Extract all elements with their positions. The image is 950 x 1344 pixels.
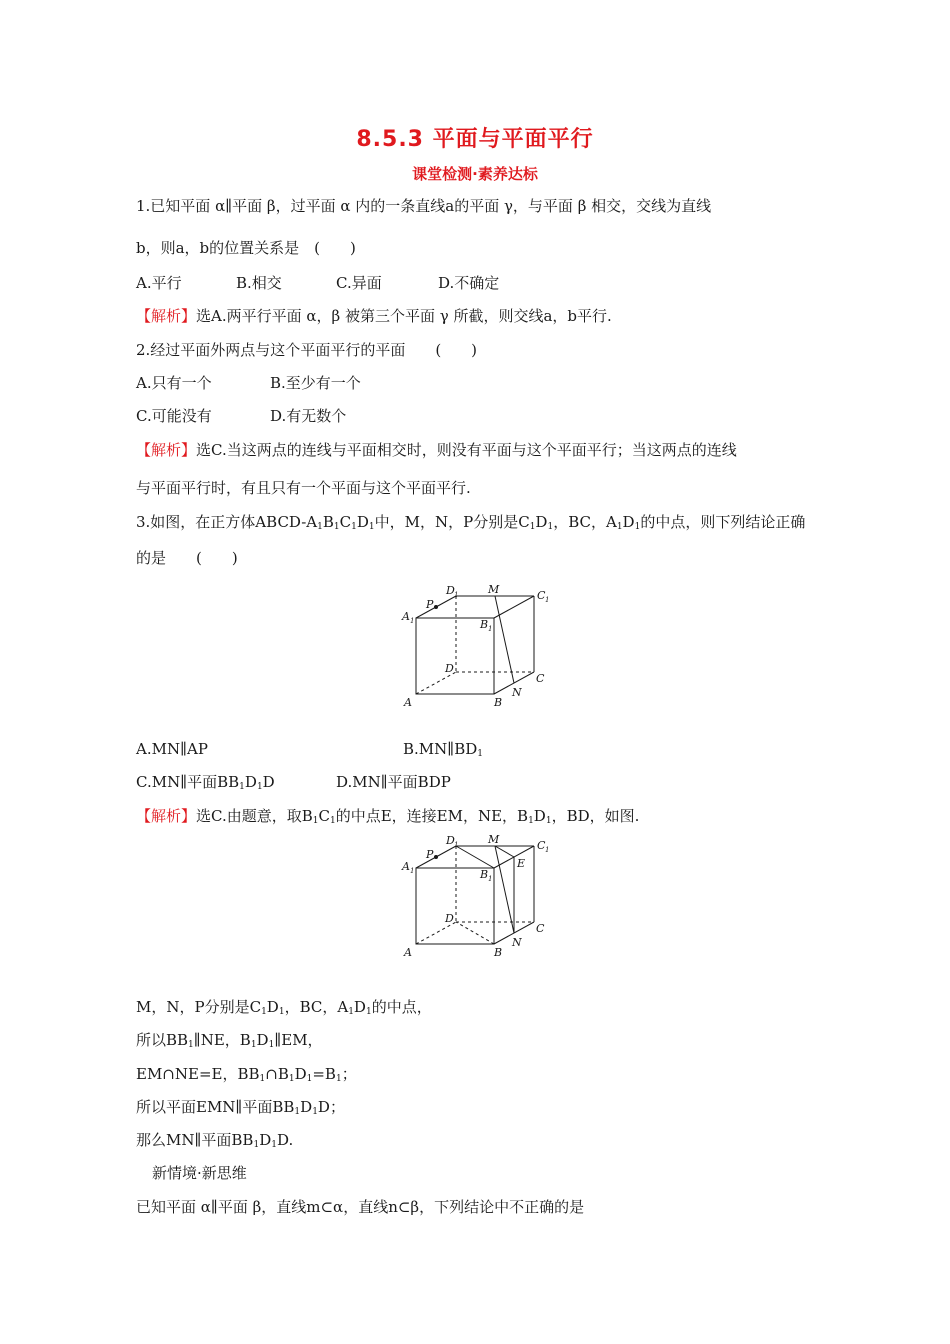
q2-stem: 2.经过平面外两点与这个平面平行的平面 ( )	[136, 341, 478, 359]
subscript: 1	[616, 522, 623, 532]
proof-text: D	[294, 1065, 307, 1083]
label-sub: 1	[410, 617, 415, 625]
q3-analysis-text: C	[318, 807, 330, 825]
proof-line2	[136, 1030, 323, 1050]
proof-line5	[136, 1130, 293, 1150]
page-title: 8.5.3 平面与平面平行	[356, 127, 594, 152]
subscript: 1	[335, 1074, 342, 1084]
q2-option-d: D.有无数个	[270, 407, 347, 425]
subscript: 1	[239, 782, 245, 792]
proof-text: D	[256, 1031, 269, 1049]
segment-b1d1	[456, 846, 494, 868]
label-c1: C	[537, 589, 546, 602]
proof-text: D.	[276, 1131, 294, 1149]
subscript: 1	[365, 1007, 372, 1017]
label-d1: D	[446, 584, 455, 597]
label-sub: 1	[488, 625, 493, 633]
label-d: D	[445, 662, 454, 675]
subscript: 1	[256, 782, 263, 792]
label-b: B	[494, 946, 503, 959]
subscript: 1	[306, 1074, 313, 1084]
label-b: B	[494, 696, 503, 709]
q2-option-c: C.可能没有	[136, 407, 212, 425]
subscript: 1	[188, 1040, 194, 1050]
q3-analysis	[136, 806, 639, 826]
segment-em	[495, 846, 514, 857]
label-d: D	[445, 912, 454, 925]
label-n: N	[512, 686, 522, 699]
subscript: 1	[312, 816, 319, 826]
point-p	[434, 855, 438, 859]
subscript: 1	[477, 749, 483, 759]
analysis-tag: 【解析】	[136, 441, 197, 459]
q2-analysis-line1	[136, 440, 737, 460]
new-question-line1: 已知平面 α∥平面 β，直线m⊂α，直线n⊂β，下列结论中不正确的是	[136, 1198, 585, 1216]
subscript: 1	[294, 1107, 301, 1117]
proof-line1	[136, 997, 432, 1017]
q3-text: D	[535, 513, 548, 531]
q3-text: 的中点，则下列结论正确	[640, 513, 806, 531]
q2-option-a: A.只有一个	[136, 374, 212, 392]
label-c: C	[536, 922, 545, 935]
hidden-segment-bd	[456, 922, 494, 944]
q3-option-d: D.MN∥平面BDP	[336, 773, 451, 791]
proof-text: 那么MN∥平面BB	[136, 1131, 254, 1149]
q3-text: 中，M，N，P分别是C	[374, 513, 530, 531]
proof-text: D	[300, 1098, 313, 1116]
subscript: 1	[278, 1007, 285, 1017]
proof-text: =B	[312, 1065, 336, 1083]
q2-options-row1	[136, 373, 361, 393]
proof-text: ；	[341, 1065, 357, 1083]
q1-stem-line1: 1.已知平面 α∥平面 β，过平面 α 内的一条直线a的平面 γ，与平面 β 相交，交线为直线	[136, 197, 712, 215]
cube-figure	[400, 582, 560, 710]
proof-text: ∥EM，	[274, 1031, 323, 1049]
subscript: 1	[288, 1074, 295, 1084]
label-sub: 1	[545, 846, 550, 854]
q3-option-c-text: C.MN∥平面BB	[136, 773, 240, 791]
label-c: C	[536, 672, 545, 685]
q3-option-c-text: D	[262, 773, 275, 791]
hidden-edge-ad	[416, 672, 456, 694]
subscript: 1	[312, 1107, 318, 1117]
edge-b1c1	[494, 596, 534, 618]
q1-option-d: D.不确定	[438, 274, 500, 292]
q1-option-a: A.平行	[136, 274, 182, 292]
label-a1: A	[402, 860, 410, 873]
q3-stem-line1	[136, 512, 805, 532]
q3-option-c-text: D	[244, 773, 257, 791]
proof-text: ∥NE，B	[193, 1031, 251, 1049]
q3-analysis-text: ，BD，如图.	[551, 807, 640, 825]
label-a1: A	[402, 610, 410, 623]
q3-options-row1	[136, 739, 483, 759]
analysis-tag: 【解析】	[136, 307, 197, 325]
subscript: 1	[268, 1040, 275, 1050]
section-heading: 新情境·新思维	[152, 1164, 247, 1182]
subscript: 1	[529, 522, 536, 532]
label-sub: 1	[410, 867, 415, 875]
label-sub: 1	[454, 591, 459, 599]
label-b1: B	[480, 618, 489, 631]
q3-text: C	[339, 513, 352, 531]
proof-line4	[136, 1097, 345, 1117]
subscript: 1	[547, 522, 554, 532]
label-sub: 1	[545, 596, 550, 604]
proof-text: 所以BB	[136, 1031, 189, 1049]
proof-text: D；	[317, 1098, 345, 1116]
q2-options-row2	[136, 406, 346, 426]
label-d1: D	[446, 834, 455, 847]
proof-text: ∩B	[265, 1065, 289, 1083]
label-p: P	[426, 848, 434, 861]
page-subtitle: 课堂检测·素养达标	[412, 165, 538, 183]
proof-text: 所以平面EMN∥平面BB	[136, 1098, 295, 1116]
subscript: 1	[351, 522, 357, 532]
subscript: 1	[634, 522, 641, 532]
subscript: 1	[250, 1040, 257, 1050]
q1-stem-line2: b，则a，b的位置关系是 ( )	[136, 239, 356, 257]
proof-text: D	[266, 998, 279, 1016]
q3-analysis-text: 的中点E，连接EM，NE，B	[335, 807, 529, 825]
label-c1: C	[537, 839, 546, 852]
subscript: 1	[348, 1007, 354, 1017]
subscript: 1	[259, 1074, 266, 1084]
subscript: 1	[528, 816, 534, 826]
q3-text: D	[356, 513, 369, 531]
proof-line3	[136, 1064, 357, 1084]
q1-analysis-text: 选A.两平行平面 α，β 被第三个平面 γ 所截，则交线a，b平行.	[196, 307, 612, 325]
label-sub: 1	[488, 875, 493, 883]
label-e: E	[517, 857, 526, 870]
q1-options	[136, 273, 499, 293]
subscript: 1	[261, 1007, 267, 1017]
analysis-tag: 【解析】	[136, 807, 197, 825]
subscript: 1	[271, 1140, 277, 1150]
q2-analysis-text1: 选C.当这两点的连线与平面相交时，则没有平面与这个平面平行；当这两点的连线	[196, 441, 737, 459]
point-p	[434, 605, 438, 609]
q2-option-b: B.至少有一个	[270, 374, 361, 392]
q3-option-c	[136, 772, 336, 792]
q1-option-b: B.相交	[236, 274, 282, 292]
proof-text: EM∩NE=E，BB	[136, 1065, 260, 1083]
q2-analysis-line2: 与平面平行时，有且只有一个平面与这个平面平行.	[136, 479, 471, 497]
subscript: 1	[317, 522, 323, 532]
q3-text: B	[322, 513, 334, 531]
label-m: M	[488, 583, 500, 596]
proof-text: ，BC，A	[284, 998, 349, 1016]
subscript: 1	[329, 816, 336, 826]
hidden-edge-ad	[416, 922, 456, 944]
label-n: N	[512, 936, 522, 949]
q1-option-c: C.异面	[336, 274, 382, 292]
q3-option-a: A.MN∥AP	[136, 740, 208, 758]
proof-text: D	[353, 998, 366, 1016]
proof-text: D	[259, 1131, 272, 1149]
label-a: A	[404, 696, 412, 709]
subscript: 1	[545, 816, 552, 826]
subscript: 1	[333, 522, 340, 532]
label-m: M	[488, 833, 500, 846]
label-b1: B	[480, 868, 489, 881]
subscript: 1	[253, 1140, 260, 1150]
q3-analysis-text: D	[533, 807, 546, 825]
q3-analysis-text: 选C.由题意，取B	[196, 807, 313, 825]
subscript: 1	[368, 522, 375, 532]
q3-options-row2	[136, 772, 451, 792]
q3-stem-line2: 的是 ( )	[136, 549, 238, 567]
q3-option-b: B.MN∥BD	[403, 740, 478, 758]
proof-text: M，N，P分别是C	[136, 998, 262, 1016]
q3-text: 3.如图，在正方体ABCD-A	[136, 513, 318, 531]
q3-text: D	[622, 513, 635, 531]
label-sub: 1	[454, 841, 459, 849]
label-a: A	[404, 946, 412, 959]
cube-figure-with-e	[400, 832, 560, 960]
proof-text: 的中点，	[371, 998, 432, 1016]
q1-analysis	[136, 306, 612, 326]
q3-text: ，BC，A	[553, 513, 617, 531]
label-p: P	[426, 598, 434, 611]
